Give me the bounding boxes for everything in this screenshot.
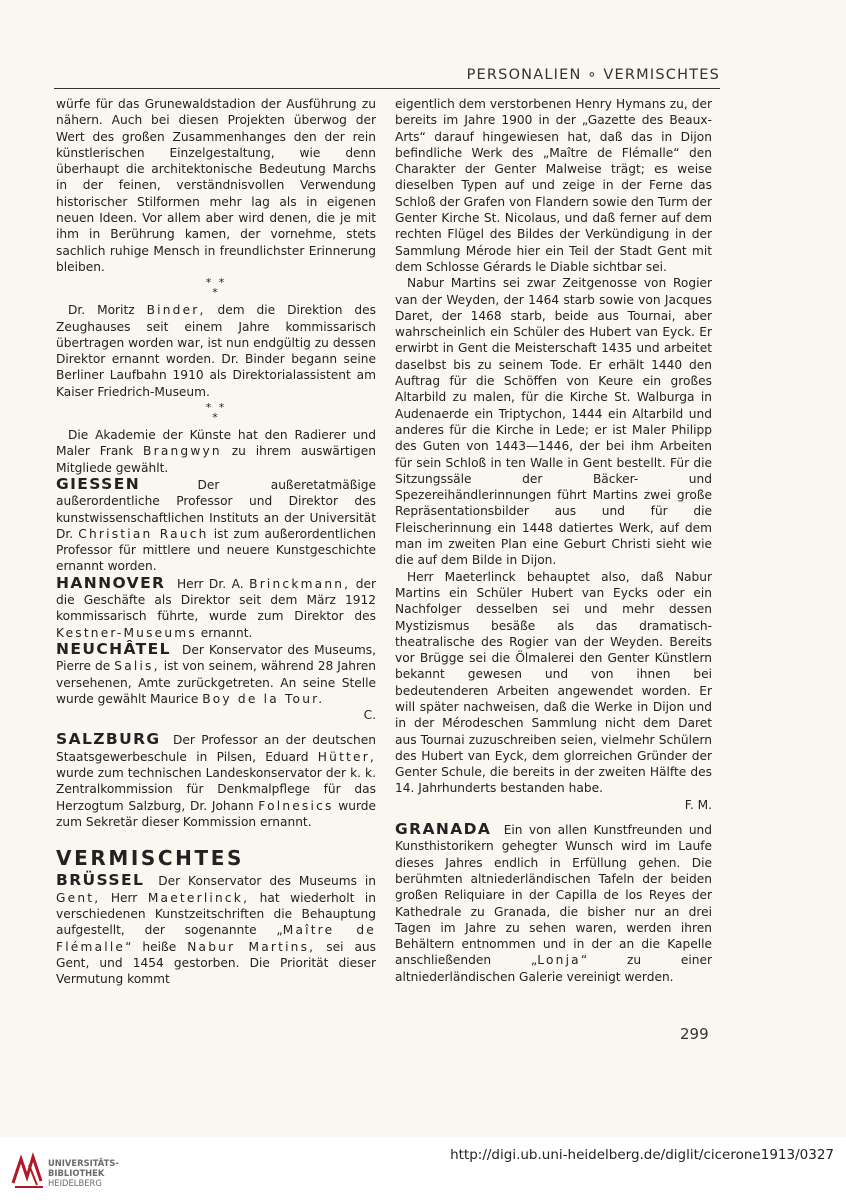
signature: C. xyxy=(363,708,376,723)
left-column xyxy=(56,96,376,988)
signature: F. M. xyxy=(684,797,712,812)
library-logo-text: UNIVERSITÄTS- BIBLIOTHEK HEIDELBERG xyxy=(48,1158,119,1188)
museum-name: Kestner-Museums xyxy=(56,625,197,640)
person-name: Folnesics xyxy=(258,798,334,813)
right-column xyxy=(395,96,712,985)
separator-stars: * * * xyxy=(205,401,227,425)
city-heading: HANNOVER xyxy=(56,573,166,592)
giessen-entry: GIESSEN Der außeretatmäßige außerordentliche Professor und Direktor des kunstwissenschaftlichen Instituts an der Universität Dr. Christian Rauch ist zum außerordentlichen Professor für mittlere und neuere Kunstgeschichte ernannt worden. xyxy=(56,474,377,574)
footer-bar xyxy=(0,1137,846,1202)
bruessel-entry: BRÜSSEL Der Konservator des Museums in Gent, Herr Maeterlinck, hat wiederholt in verschiedenen Kunstzeitschriften die Behauptung aufgestellt, der sogenannte „Maître de Flémalle“ heiße Nabur Martins, sei aus Gent, und 1454 gestorben. Die Priorität dieser Vermutung kommt xyxy=(56,871,377,987)
source-url[interactable]: http://digi.ub.uni-heidelberg.de/diglit/cicerone1913/0327 xyxy=(450,1147,834,1163)
header-rule xyxy=(54,88,720,89)
person-name: Brinckmann, xyxy=(249,576,351,591)
city-heading: GRANADA xyxy=(395,820,492,839)
person-name: Maeterlinck, xyxy=(147,890,250,905)
maeterlinck-paragraph: Herr Maeterlinck behauptet also, daß Nabur Martins ein Schüler Hubert van Eycks oder ein Nachfolger desselben sei und mehr dessen Mystizismus besäße als das dramatisch-theatralische des Rogier van der Weyden. Bereits vor Brügge sei die Ölmalerei den Genter Künstlern bekannt gewesen und von ihnen bei bedeutenderen Arbeiten angewendet worden. Er will später nachweisen, daß die Werke in Dijon und in der Mérodeschen Sammlung nicht dem Daret aus Tournai zuzuschreiben seien, vielmehr Schülern des Hubert van Eyck, dem glorreichen Gründer der Genter Schule, die bereits in der zweiten Hälfte des 14. Jahrhunderts bestanden habe. xyxy=(395,569,712,796)
granada-entry: GRANADA Ein von allen Kunstfreunden und Kunsthistorikern gehegter Wunsch wird im Laufe dieses Jahres endlich in Erfüllung gehen. Die berühmten altniederländischen Tafeln der beiden großen Reliquiare in der Capilla de los Reyes der Kathedrale zu Granada, die bisher nur an drei Tagen im Jahre zu sehen waren, werden ihren Behältern entnommen und in der an die Kapelle anschließenden „Lonja“ zu einer altniederländischen Galerie vereinigt werden. xyxy=(395,820,712,984)
city-heading: SALZBURG xyxy=(56,730,161,749)
library-logo-icon xyxy=(9,1151,51,1191)
person-name: Binder, xyxy=(146,303,206,318)
separator-stars: * * * xyxy=(205,276,227,300)
person-name: Hütter, xyxy=(317,749,377,764)
person-name: Nabur Martins, xyxy=(187,939,316,954)
city-heading: NEUCHÂTEL xyxy=(56,639,171,658)
martins-paragraph: Nabur Martins sei zwar Zeitgenosse von Rogier van der Weyden, der 1464 starb sowie von Jacques Daret, der 1468 starb, beide aus Tournai, aber wahrscheinlich ein Schüler des Hubert van Eyck. Er erwirbt in Gent die Meisterschaft 1435 und arbeitet daselbst bis zu seinem Tode. Er erhält 1440 den Auftrag für die Schöffen von Keure ein großes Altarbild zu malen, für die Kirche St. Walburga in Audenaerde ein Triptychon, 1444 ein Altarbild und anderes für die Kirche in Lede; er ist Maler Philipp des Guten von 1443—1446, der bei ihm Arbeiten für sein Schloß in ten Walle in Gent bestellt. Für die Sitzungssäle der Bäcker- und Spezereihändlerinnungen führt Martins zwei große Repräsentationsbilder aus und für die Fleischerinnung ein 1448 datiertes Werk, auf dem man im zweiten Plan eine Geburt Christi sieht wie die auf dem Bilde in Dijon. xyxy=(395,276,712,568)
running-head: PERSONALIEN ∘ VERMISCHTES xyxy=(466,67,720,83)
page-number: 299 xyxy=(680,1025,709,1043)
person-name: Boy de la Tour. xyxy=(202,691,325,706)
hymans-paragraph: eigentlich dem verstorbenen Henry Hymans zu, der bereits im Jahre 1900 in der „Gazette des Beaux-Arts“ darauf hingewiesen hat, daß das in Dijon befindliche Werk des „Maître de Flémalle“ den Charakter der Genter Malweise trägt; es weise dieselben Typen auf und zeige in der Ferne das Schloß der Grafen von Flandern sowie den Turm der Genter Kirche St. Nicolaus, und daß ferner auf dem rechten Flügel des Bildes der Verkündigung in der Sammlung Mérode hier ein Teil der Stadt Gent mit dem Schlosse Gérards le Diable sichtbar sei. xyxy=(395,97,712,274)
hannover-entry: HANNOVER Herr Dr. A. Brinckmann, der die Geschäfte als Direktor seit dem März 1912 kommissarisch führte, wurde zum Direktor des Kestner-Museums ernannt. xyxy=(56,573,377,640)
artist-name: Maître de Flémalle xyxy=(56,923,376,954)
person-name: Christian Rauch xyxy=(78,526,209,541)
section-title: VERMISCHTES xyxy=(56,846,245,871)
city-heading: BRÜSSEL xyxy=(56,871,145,890)
binder-paragraph: Dr. Moritz Binder, dem die Direktion des Zeughauses seit einem Jahre kommissarisch übertragen worden war, ist nun endgültig zu dessen Direktor ernannt worden. Dr. Binder begann seine Berliner Laufbahn 1910 als Direktorialassistent am Kaiser Friedrich-Museum. xyxy=(56,303,377,399)
place-name: Lonja xyxy=(537,953,581,968)
person-name: Brangwyn xyxy=(143,444,222,459)
brangwyn-paragraph: Die Akademie der Künste hat den Radierer und Maler Frank Brangwyn zu ihrem auswärtigen Mitgliede gewählt. xyxy=(56,428,376,475)
march-paragraph: würfe für das Grunewaldstadion der Ausführung zu nähern. Auch bei diesen Projekten überwog der Wert des großen Zusammenhanges den der rein künstlerischen Einzelgestaltung, wie denn überhaupt die architektonische Bedeutung Marchs in der feinen, verständnisvollen Verwendung historischer Stilformen mehr lag als in eigenen neuen Ideen. Vor allem aber wird denen, die je mit ihm in Berührung kamen, der vornehme, stets sachlich ruhige Mensch in freundlichster Erinnerung bleiben. xyxy=(56,97,376,274)
person-name: Salis, xyxy=(114,659,160,674)
city-heading: GIESSEN xyxy=(56,474,141,493)
neuchatel-entry: NEUCHÂTEL Der Konservator des Museums, Pierre de Salis, ist von seinem, während 28 Jahren versehenen, Amte zurückgetreten. An seine Stelle wurde gewählt Maurice Boy de la Tour. xyxy=(56,639,377,706)
city-name: Gent, xyxy=(56,890,101,905)
salzburg-entry: SALZBURG Der Professor an der deutschen Staatsgewerbeschule in Pilsen, Eduard Hütter, wurde zum technischen Landeskonservator der k. k. Zentralkommission für Denkmalpflege für das Herzogtum Salzburg, Dr. Johann Folnesics wurde zum Sekretär dieser Kommission ernannt. xyxy=(56,730,377,829)
